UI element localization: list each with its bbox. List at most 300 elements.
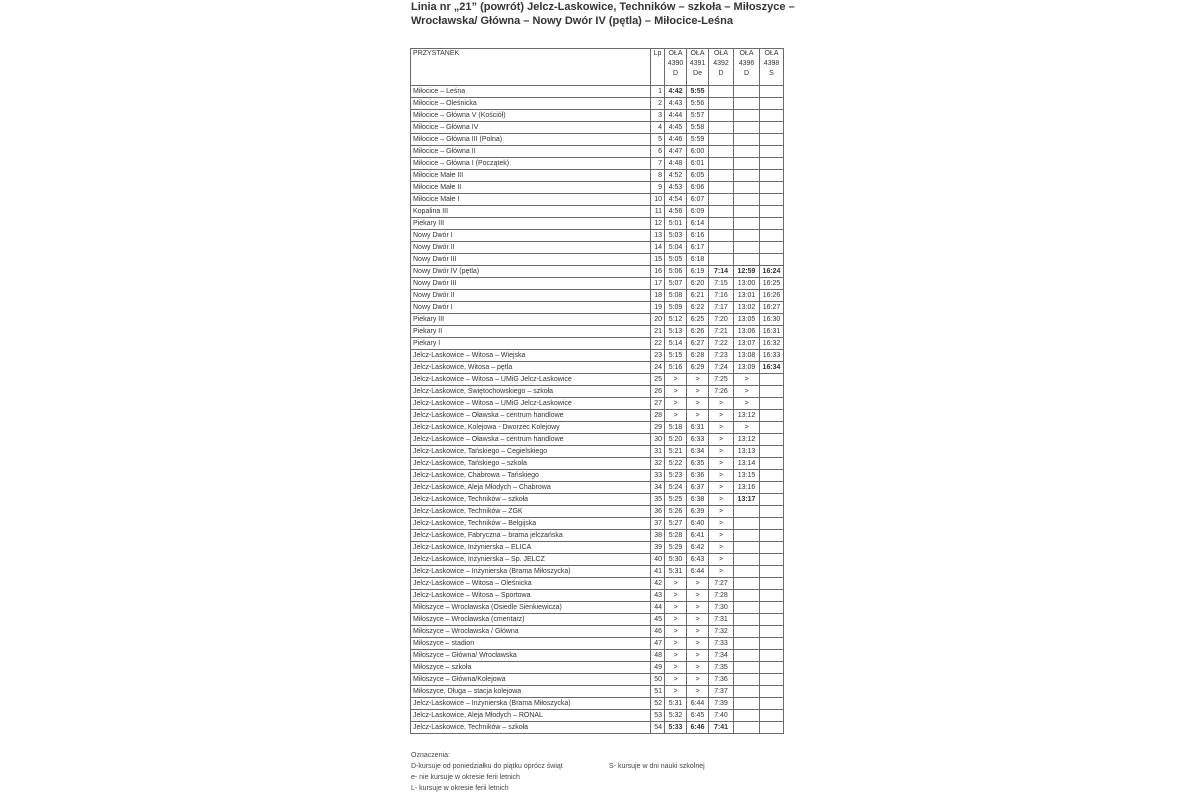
stop-name: Piekary III xyxy=(411,218,651,230)
departure-time: > xyxy=(665,614,687,626)
departure-time xyxy=(709,86,734,98)
departure-time xyxy=(760,182,784,194)
departure-time: > xyxy=(734,398,760,410)
legend-l: L- kursuje w okresie ferii letnich xyxy=(411,785,509,792)
stop-name: Miłocice – Leśna xyxy=(411,86,651,98)
stop-name: Jelcz-Laskowice – Inżynierska (Brama Miłoszycka) xyxy=(411,698,651,710)
departure-time: > xyxy=(709,458,734,470)
departure-time xyxy=(734,110,760,122)
table-row xyxy=(411,470,784,482)
departure-time: 13:16 xyxy=(734,482,760,494)
stop-name: Jelcz-Laskowice, Inżynierska – ELICA xyxy=(411,542,651,554)
departure-time: 6:26 xyxy=(687,326,709,338)
stop-number: 45 xyxy=(651,614,665,626)
table-row xyxy=(411,530,784,542)
header-course: OŁA 4392 D xyxy=(709,49,734,86)
departure-time xyxy=(760,578,784,590)
departure-time xyxy=(709,158,734,170)
departure-time: 6:18 xyxy=(687,254,709,266)
departure-time: 16:24 xyxy=(760,266,784,278)
stop-name: Jelcz-Laskowice, Aleja Młodych – RONAL xyxy=(411,710,651,722)
departure-time: 5:09 xyxy=(665,302,687,314)
table-row xyxy=(411,182,784,194)
departure-time: 6:45 xyxy=(687,710,709,722)
stop-number: 2 xyxy=(651,98,665,110)
departure-time xyxy=(760,446,784,458)
departure-time: 7:39 xyxy=(709,698,734,710)
stop-number: 37 xyxy=(651,518,665,530)
stop-number: 17 xyxy=(651,278,665,290)
departure-time: 7:33 xyxy=(709,638,734,650)
departure-time xyxy=(760,686,784,698)
departure-time: 7:22 xyxy=(709,338,734,350)
departure-time: 7:17 xyxy=(709,302,734,314)
departure-time: 5:31 xyxy=(665,698,687,710)
stop-name: Nowy Dwór III xyxy=(411,254,651,266)
departure-time: 4:43 xyxy=(665,98,687,110)
departure-time xyxy=(709,254,734,266)
stop-name: Jelcz-Laskowice, Techników – Belgijska xyxy=(411,518,651,530)
stop-number: 29 xyxy=(651,422,665,434)
departure-time xyxy=(709,170,734,182)
departure-time: 16:31 xyxy=(760,326,784,338)
departure-time xyxy=(734,698,760,710)
departure-time: 13:08 xyxy=(734,350,760,362)
stop-number: 51 xyxy=(651,686,665,698)
departure-time xyxy=(760,590,784,602)
stop-number: 6 xyxy=(651,146,665,158)
legend-d: D-kursuje od poniedziałku do piątku oprócz świąt xyxy=(411,763,563,770)
departure-time: 7:20 xyxy=(709,314,734,326)
departure-time: 5:05 xyxy=(665,254,687,266)
departure-time: 5:58 xyxy=(687,122,709,134)
table-row xyxy=(411,686,784,698)
departure-time: > xyxy=(687,578,709,590)
departure-time xyxy=(734,122,760,134)
stop-name: Miłoszyce – Wrocławska (Osiedle Sienkiewicza) xyxy=(411,602,651,614)
departure-time: 6:41 xyxy=(687,530,709,542)
departure-time xyxy=(760,698,784,710)
departure-time xyxy=(734,614,760,626)
departure-time: 7:31 xyxy=(709,614,734,626)
departure-time: 5:06 xyxy=(665,266,687,278)
departure-time xyxy=(734,86,760,98)
departure-time: > xyxy=(709,494,734,506)
departure-time: 5:12 xyxy=(665,314,687,326)
stop-name: Miłoszyce – Główna/Kolejowa xyxy=(411,674,651,686)
departure-time xyxy=(760,254,784,266)
departure-time: > xyxy=(709,446,734,458)
departure-time: 5:08 xyxy=(665,290,687,302)
departure-time xyxy=(709,146,734,158)
departure-time xyxy=(709,230,734,242)
departure-time xyxy=(760,662,784,674)
departure-time: 6:34 xyxy=(687,446,709,458)
table-row xyxy=(411,422,784,434)
departure-time: 13:06 xyxy=(734,326,760,338)
stop-name: Miłoszyce – Główna/ Wrocławska xyxy=(411,650,651,662)
departure-time xyxy=(734,146,760,158)
departure-time: 5:57 xyxy=(687,110,709,122)
stop-number: 39 xyxy=(651,542,665,554)
departure-time: 6:37 xyxy=(687,482,709,494)
departure-time: > xyxy=(665,398,687,410)
stop-number: 1 xyxy=(651,86,665,98)
stop-number: 21 xyxy=(651,326,665,338)
stop-number: 49 xyxy=(651,662,665,674)
departure-time xyxy=(760,158,784,170)
table-row xyxy=(411,86,784,98)
stop-name: Miłoszyce – Wrocławska (cmentarz) xyxy=(411,614,651,626)
departure-time: > xyxy=(665,638,687,650)
departure-time: > xyxy=(709,506,734,518)
departure-time: > xyxy=(665,386,687,398)
departure-time: > xyxy=(709,470,734,482)
table-row xyxy=(411,218,784,230)
departure-time xyxy=(709,110,734,122)
stop-number: 7 xyxy=(651,158,665,170)
departure-time: 7:40 xyxy=(709,710,734,722)
departure-time: 16:33 xyxy=(760,350,784,362)
departure-time: 5:23 xyxy=(665,470,687,482)
departure-time: 5:26 xyxy=(665,506,687,518)
departure-time: 6:35 xyxy=(687,458,709,470)
departure-time xyxy=(760,218,784,230)
stop-number: 25 xyxy=(651,374,665,386)
departure-time: 7:32 xyxy=(709,626,734,638)
departure-time: 4:48 xyxy=(665,158,687,170)
departure-time: 6:27 xyxy=(687,338,709,350)
table-row xyxy=(411,482,784,494)
departure-time: 6:20 xyxy=(687,278,709,290)
departure-time xyxy=(760,470,784,482)
departure-time xyxy=(734,170,760,182)
table-row xyxy=(411,386,784,398)
stop-name: Nowy Dwór IV (pętla) xyxy=(411,266,651,278)
departure-time: 7:23 xyxy=(709,350,734,362)
departure-time: 6:42 xyxy=(687,542,709,554)
departure-time: > xyxy=(687,410,709,422)
stop-number: 34 xyxy=(651,482,665,494)
stop-number: 27 xyxy=(651,398,665,410)
departure-time: 4:47 xyxy=(665,146,687,158)
stop-name: Miłoszyce, Długa – stacja kolejowa xyxy=(411,686,651,698)
stop-name: Jelcz-Laskowice, Fabryczna – brama jelczańska xyxy=(411,530,651,542)
departure-time: 7:27 xyxy=(709,578,734,590)
stop-number: 54 xyxy=(651,722,665,734)
stop-number: 31 xyxy=(651,446,665,458)
departure-time xyxy=(760,122,784,134)
departure-time: 5:21 xyxy=(665,446,687,458)
table-row xyxy=(411,302,784,314)
departure-time xyxy=(760,482,784,494)
departure-time xyxy=(734,230,760,242)
departure-time xyxy=(760,98,784,110)
departure-time: 6:25 xyxy=(687,314,709,326)
departure-time: 5:28 xyxy=(665,530,687,542)
departure-time xyxy=(734,710,760,722)
departure-time: 13:12 xyxy=(734,434,760,446)
departure-time xyxy=(760,434,784,446)
stop-name: Jelcz-Laskowice – Witosa – UMiG Jelcz-Laskowice xyxy=(411,374,651,386)
table-row xyxy=(411,242,784,254)
departure-time xyxy=(709,98,734,110)
departure-time: > xyxy=(665,374,687,386)
stop-number: 28 xyxy=(651,410,665,422)
table-row xyxy=(411,542,784,554)
stop-name: Piekary I xyxy=(411,338,651,350)
departure-time: 5:30 xyxy=(665,554,687,566)
departure-time: 7:26 xyxy=(709,386,734,398)
departure-time xyxy=(760,374,784,386)
header-course: OŁA 4390 D xyxy=(665,49,687,86)
departure-time: 5:29 xyxy=(665,542,687,554)
departure-time xyxy=(709,242,734,254)
departure-time: 5:31 xyxy=(665,566,687,578)
departure-time: 4:45 xyxy=(665,122,687,134)
departure-time xyxy=(760,614,784,626)
table-row xyxy=(411,566,784,578)
stop-number: 36 xyxy=(651,506,665,518)
departure-time: 5:24 xyxy=(665,482,687,494)
departure-time: 6:40 xyxy=(687,518,709,530)
stop-number: 13 xyxy=(651,230,665,242)
departure-time: 4:53 xyxy=(665,182,687,194)
departure-time: 13:07 xyxy=(734,338,760,350)
departure-time xyxy=(709,218,734,230)
departure-time: > xyxy=(665,662,687,674)
table-row xyxy=(411,446,784,458)
departure-time: 7:16 xyxy=(709,290,734,302)
departure-time: 7:41 xyxy=(709,722,734,734)
stop-number: 40 xyxy=(651,554,665,566)
departure-time: 16:25 xyxy=(760,278,784,290)
departure-time: 13:12 xyxy=(734,410,760,422)
departure-time xyxy=(760,170,784,182)
departure-time: 4:46 xyxy=(665,134,687,146)
departure-time: 16:26 xyxy=(760,290,784,302)
stop-name: Jelcz-Laskowice – Witosa – Oleśnicka xyxy=(411,578,651,590)
departure-time: > xyxy=(709,398,734,410)
table-row xyxy=(411,602,784,614)
table-row xyxy=(411,338,784,350)
departure-time: 6:29 xyxy=(687,362,709,374)
stop-name: Jelcz-Laskowice, Tańskiego – szkoła xyxy=(411,458,651,470)
departure-time xyxy=(734,554,760,566)
table-row xyxy=(411,578,784,590)
stop-name: Jelcz-Laskowice – Inżynierska (Brama Miłoszycka) xyxy=(411,566,651,578)
departure-time xyxy=(760,494,784,506)
table-row xyxy=(411,290,784,302)
departure-time xyxy=(734,242,760,254)
departure-time: 6:39 xyxy=(687,506,709,518)
stop-number: 24 xyxy=(651,362,665,374)
stop-name: Miłocice – Główna II xyxy=(411,146,651,158)
departure-time: 4:42 xyxy=(665,86,687,98)
departure-time: > xyxy=(665,650,687,662)
departure-time: 6:31 xyxy=(687,422,709,434)
departure-time: > xyxy=(709,566,734,578)
departure-time xyxy=(760,86,784,98)
departure-time: 6:07 xyxy=(687,194,709,206)
departure-time xyxy=(734,542,760,554)
departure-time: 6:33 xyxy=(687,434,709,446)
departure-time: 6:06 xyxy=(687,182,709,194)
departure-time xyxy=(734,206,760,218)
departure-time xyxy=(760,518,784,530)
stop-number: 8 xyxy=(651,170,665,182)
stop-number: 14 xyxy=(651,242,665,254)
departure-time xyxy=(760,242,784,254)
departure-time xyxy=(760,506,784,518)
departure-time xyxy=(734,638,760,650)
departure-time xyxy=(734,182,760,194)
table-row xyxy=(411,434,784,446)
departure-time: > xyxy=(687,650,709,662)
table-row xyxy=(411,194,784,206)
departure-time xyxy=(760,386,784,398)
departure-time: 16:34 xyxy=(760,362,784,374)
stop-number: 5 xyxy=(651,134,665,146)
stop-number: 20 xyxy=(651,314,665,326)
departure-time xyxy=(709,122,734,134)
stop-name: Jelcz-Laskowice, Witosa – pętla xyxy=(411,362,651,374)
departure-time: > xyxy=(687,626,709,638)
table-row xyxy=(411,650,784,662)
departure-time: 6:44 xyxy=(687,566,709,578)
table-row xyxy=(411,662,784,674)
stop-number: 44 xyxy=(651,602,665,614)
stop-number: 41 xyxy=(651,566,665,578)
stop-name: Miłocice Małe III xyxy=(411,170,651,182)
departure-time: > xyxy=(687,614,709,626)
departure-time xyxy=(760,410,784,422)
legend-s: S- kursuje w dni nauki szkolnej xyxy=(609,763,705,770)
header-lp: Lp xyxy=(651,49,665,86)
stop-name: Jelcz-Laskowice – Oławska – centrum handlowe xyxy=(411,410,651,422)
departure-time xyxy=(734,626,760,638)
stop-name: Nowy Dwór I xyxy=(411,302,651,314)
stop-name: Jelcz-Laskowice, Świętochowskiego – szkoła xyxy=(411,386,651,398)
departure-time: 5:55 xyxy=(687,86,709,98)
stop-name: Miłoszyce – szkoła xyxy=(411,662,651,674)
departure-time: 13:02 xyxy=(734,302,760,314)
title-line-1: Linia nr „21” (powrót) Jelcz-Laskowice, Techników – szkoła – Miłoszyce – xyxy=(411,1,795,13)
stop-name: Miłocice – Główna I (Początek) xyxy=(411,158,651,170)
departure-time xyxy=(734,98,760,110)
table-row xyxy=(411,410,784,422)
departure-time: 5:25 xyxy=(665,494,687,506)
stop-number: 52 xyxy=(651,698,665,710)
departure-time: > xyxy=(687,602,709,614)
departure-time xyxy=(760,602,784,614)
stop-name: Jelcz-Laskowice – Witosa – Sportowa xyxy=(411,590,651,602)
departure-time: 5:33 xyxy=(665,722,687,734)
departure-time: 5:01 xyxy=(665,218,687,230)
stop-number: 42 xyxy=(651,578,665,590)
departure-time xyxy=(760,134,784,146)
departure-time xyxy=(760,530,784,542)
table-row xyxy=(411,494,784,506)
departure-time: 13:09 xyxy=(734,362,760,374)
departure-time: 13:01 xyxy=(734,290,760,302)
table-row xyxy=(411,158,784,170)
departure-time: 6:43 xyxy=(687,554,709,566)
departure-time: > xyxy=(687,686,709,698)
stop-number: 15 xyxy=(651,254,665,266)
table-row xyxy=(411,398,784,410)
stop-name: Jelcz-Laskowice, Aleja Młodych – Chabrowa xyxy=(411,482,651,494)
table-row xyxy=(411,134,784,146)
departure-time: 7:24 xyxy=(709,362,734,374)
departure-time: > xyxy=(734,374,760,386)
departure-time xyxy=(734,506,760,518)
departure-time: > xyxy=(665,686,687,698)
departure-time: 16:27 xyxy=(760,302,784,314)
departure-time: 13:05 xyxy=(734,314,760,326)
legend xyxy=(411,750,705,794)
table-header-row xyxy=(411,49,784,86)
table-row xyxy=(411,638,784,650)
departure-time: 6:46 xyxy=(687,722,709,734)
departure-time: 5:59 xyxy=(687,134,709,146)
departure-time: 5:32 xyxy=(665,710,687,722)
departure-time: > xyxy=(665,578,687,590)
table-row xyxy=(411,614,784,626)
departure-time: > xyxy=(687,590,709,602)
departure-time: > xyxy=(665,410,687,422)
departure-time xyxy=(760,626,784,638)
stop-name: Miłocice – Główna III (Polna) xyxy=(411,134,651,146)
stop-name: Miłocice – Oleśnicka xyxy=(411,98,651,110)
stop-name: Miłocice – Główna V (Kościół) xyxy=(411,110,651,122)
header-stop: PRZYSTANEK xyxy=(411,49,651,86)
departure-time xyxy=(760,674,784,686)
table-row xyxy=(411,206,784,218)
stop-name: Piekary III xyxy=(411,314,651,326)
legend-heading: Oznaczenia: xyxy=(411,752,450,759)
departure-time xyxy=(734,218,760,230)
departure-time: > xyxy=(665,602,687,614)
stop-name: Miłocice Małe I xyxy=(411,194,651,206)
departure-time: 7:30 xyxy=(709,602,734,614)
stop-name: Jelcz-Laskowice, Tańskiego – Cegielskiego xyxy=(411,446,651,458)
legend-e: e- nie kursuje w okresie ferii letnich xyxy=(411,774,520,781)
departure-time: 5:16 xyxy=(665,362,687,374)
departure-time: > xyxy=(734,422,760,434)
departure-time xyxy=(760,206,784,218)
departure-time: > xyxy=(687,386,709,398)
departure-time xyxy=(760,146,784,158)
departure-time: > xyxy=(687,398,709,410)
stop-name: Nowy Dwór II xyxy=(411,242,651,254)
departure-time: 13:15 xyxy=(734,470,760,482)
header-course: OŁA 4398 S xyxy=(760,49,784,86)
stop-number: 47 xyxy=(651,638,665,650)
departure-time: > xyxy=(687,662,709,674)
stop-name: Jelcz-Laskowice, Techników – ZGK xyxy=(411,506,651,518)
departure-time: 12:59 xyxy=(734,266,760,278)
table-row xyxy=(411,254,784,266)
departure-time: 6:22 xyxy=(687,302,709,314)
table-row xyxy=(411,326,784,338)
departure-time xyxy=(760,710,784,722)
departure-time: > xyxy=(665,674,687,686)
departure-time xyxy=(734,530,760,542)
stop-name: Miłoszyce – stadion xyxy=(411,638,651,650)
table-row xyxy=(411,590,784,602)
departure-time: > xyxy=(734,386,760,398)
